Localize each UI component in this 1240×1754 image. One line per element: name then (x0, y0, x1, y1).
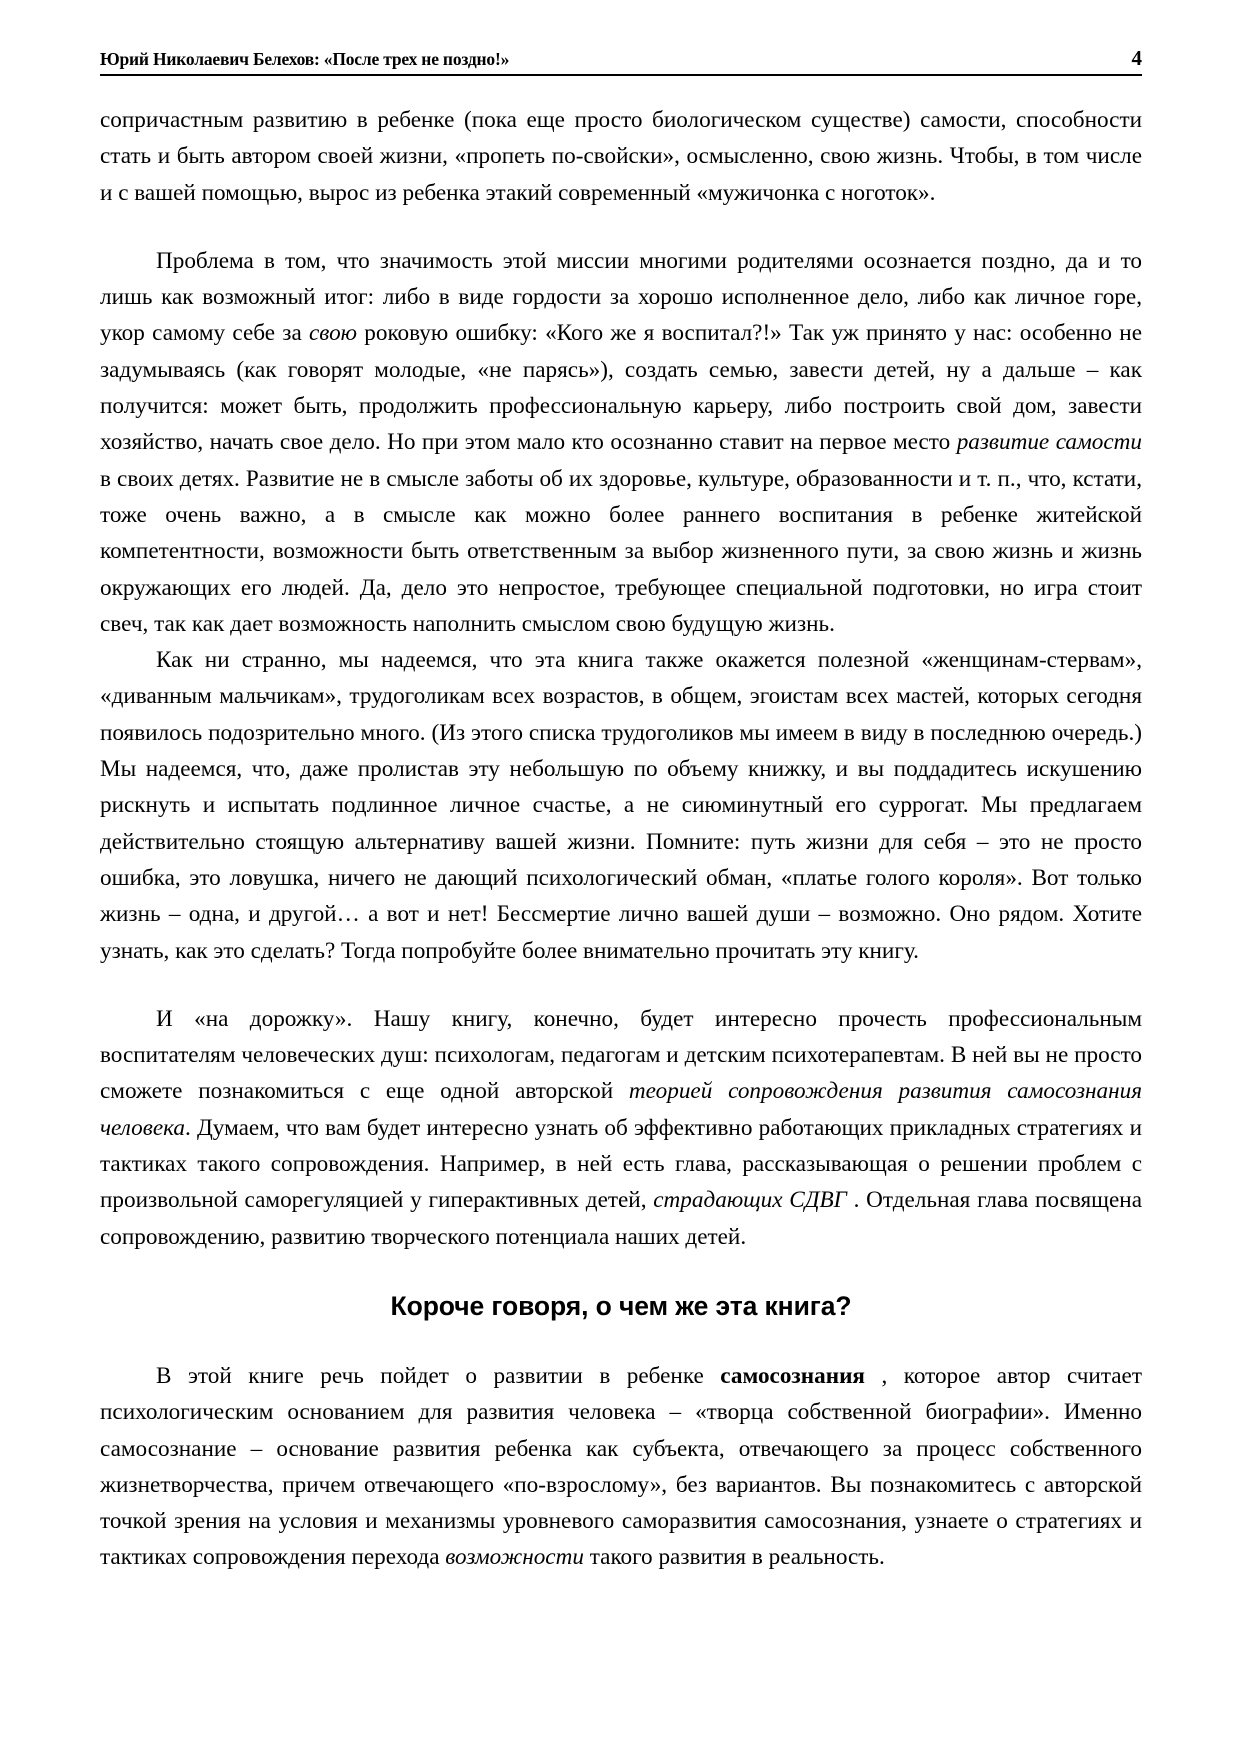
body-text (100, 102, 1142, 1576)
paragraph-5 (100, 1358, 1142, 1576)
paragraph-4 (100, 1001, 1142, 1255)
text-run: В этой книге речь пойдет о развитии в ребенке (156, 1362, 721, 1389)
text-run: И «на дорожку». Нашу книгу, конечно, будет интересно прочесть профессиональным воспитателям человеческих душ: психологам, педагогам и детским психотерапевтам. В ней вы не просто сможете познакомиться с еще одной авторской (100, 1005, 1142, 1105)
text-run: сопричастным развитию в ребенке (пока еще просто биологическом существе) самости, способности стать и быть автором своей жизни, «пропеть по-свойски», осмысленно, свою жизнь. Чтобы, в том числе и с вашей помощью, вырос из ребенка этакий современный «мужичонка с ноготок». (100, 107, 1142, 206)
text-run: роковую ошибку: «Кого же я воспитал?!» Так уж принято у нас: особенно не задумываясь (как говорят молодые, «не парясь»), создать семью, завести детей, ну а дальше – как получится: может быть, продолжить профессиональную карьеру, либо построить свой дом, завести хозяйство, начать свое дело. Но при этом мало кто осознанно ставит на первое место (100, 320, 1142, 456)
text-run: . Думаем, что вам будет интересно узнать об эффективно работающих прикладных стратегиях и тактиках такого сопровождения. Например, в ней есть глава, рассказывающая о решении проблем с произвольной саморегуляцией у гиперактивных детей, (100, 1114, 1142, 1214)
italic-run: страдающих СДВГ (653, 1187, 847, 1214)
bold-run: самосознания (720, 1362, 865, 1389)
paragraph-spacer (100, 969, 1142, 1001)
running-header-title: Юрий Николаевич Белехов: «После трех не поздно!» (100, 49, 510, 69)
paragraph-3 (100, 642, 1142, 969)
italic-run: теорией сопровождения развития самосознания человека (100, 1078, 1143, 1141)
page-number: 4 (1131, 46, 1142, 70)
text-run: . Отдельная глава посвящена сопровождению, развитию творческого потенциала наших детей. (100, 1187, 1142, 1250)
italic-run: возможности (445, 1544, 584, 1571)
section-heading: Короче говоря, о чем же эта книга? (390, 1290, 852, 1321)
text-run: Как ни странно, мы надеемся, что эта книга также окажется полезной «женщинам-стервам», «диванным мальчикам», трудоголикам всех возрастов, в общем, эгоистам всех мастей, которых сегодня появилось подозрительно много. (Из этого списка трудоголиков мы имеем в виду в последнюю очередь.) Мы надеемся, что, даже пролистав эту небольшую по объему книжку, и вы поддадитесь искушению рискнуть и испытать подлинное личное счастье, а не сиюминутный его суррогат. Мы предлагаем действительно стоящую альтернативу вашей жизни. Помните: путь жизни для себя – это не просто ошибка, это ловушка, ничего не дающий психологический обман, «платье голого короля». Вот только жизнь – одна, и другой… а вот и нет! Бессмертие лично вашей души – возможно. Оно рядом. Хотите узнать, как это сделать? Тогда попробуйте более внимательно прочитать эту книгу. (100, 647, 1142, 964)
page-content (100, 46, 1142, 1576)
heading-spacer (100, 1322, 1142, 1358)
paragraph-1 (100, 102, 1142, 211)
text-run: , которое автор считает психологическим основанием для развития человека – «творца собственной биографии». Именно самосознание – основание развития ребенка как субъекта, отвечающего за процесс собственного жизнетворчества, причем отвечающего «по-взрослому», без вариантов. Вы познакомитесь с авторской точкой зрения на условия и механизмы уровневого саморазвития самосознания, узнаете о стратегиях и тактиках сопровождения перехода (100, 1362, 1142, 1571)
italic-run: свою (309, 320, 358, 347)
text-run: Проблема в том, что значимость этой миссии многими родителями осознается поздно, да и то лишь как возможный итог: либо в виде гордости за хорошо исполненное дело, либо как личное горе, укор самому себе за (100, 247, 1142, 347)
running-header (100, 46, 1142, 76)
paragraph-2 (100, 243, 1142, 642)
italic-run: развитие самости (956, 429, 1142, 456)
paragraph-spacer (100, 211, 1142, 243)
text-run: такого развития в реальность. (583, 1544, 885, 1571)
text-run: в своих детях. Развитие не в смысле заботы об их здоровье, культуре, образованности и т. п., что, кстати, тоже очень важно, а в смысле как можно более раннего воспитания в ребенке житейской компетентности, возможности быть ответственным за выбор жизненного пути, за свою жизнь и жизнь окружающих его людей. Да, дело это непростое, требующее специальной подготовки, но игра стоит свеч, так как дает возможность наполнить смыслом свою будущую жизнь. (100, 465, 1142, 637)
